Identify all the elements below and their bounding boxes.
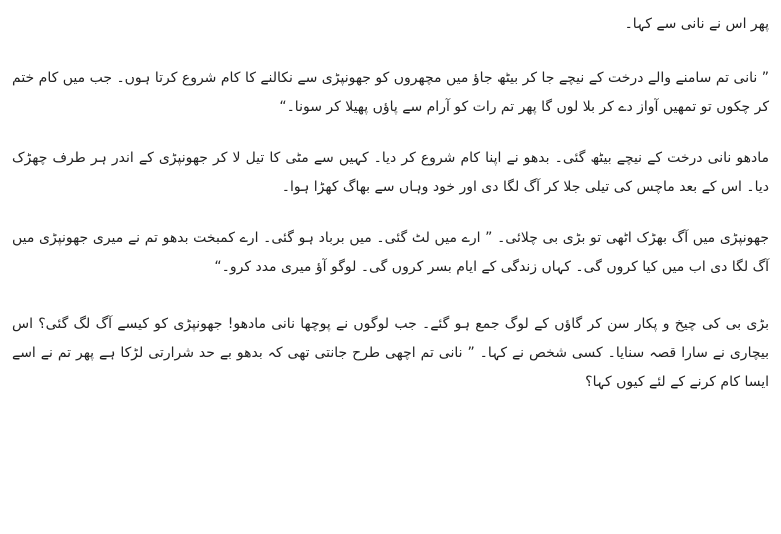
paragraph-1: پھر اس نے نانی سے کہا۔ [624,16,769,32]
paragraph-4: جھونپڑی میں آگ بھڑک اٹھی تو بڑی بی چلائی۔ ” ارے میں لٹ گئی۔ میں برباد ہو گئی۔ ارے کمبخت بدھو تم نے میری جھونپڑی میں آگ لگا دی اب میں کیا کروں گی۔ کہاں زندگی کے ایام بسر کروں گی۔ لوگو آؤ میری مدد کرو۔“ [12,230,769,275]
paragraph-3: مادھو نانی درخت کے نیچے بیٹھ گئی۔ بدھو نے اپنا کام شروع کر دیا۔ کہیں سے مٹی کا تیل لا کر جھونپڑی کے اندر ہر طرف چھڑک دیا۔ اس کے بعد ماچس کی تیلی جلا کر آگ لگا دی اور خود وہاں سے بھاگ کھڑا ہوا۔ [12,150,769,195]
paragraph-5: بڑی بی کی چیخ و پکار سن کر گاؤں کے لوگ جمع ہو گئے۔ جب لوگوں نے پوچھا نانی مادھو! جھونپڑی کو کیسے آگ لگ گئی؟ اس بیچاری نے سارا قصہ سنایا۔ کسی شخص نے کہا۔ ” نانی تم اچھی طرح جانتی تھی کہ بدھو بے حد شرارتی لڑکا ہے پھر تم نے اسے ایسا کام کرنے کے لئے کیوں کہا؟ [12,316,769,390]
paragraph-2: ” نانی تم سامنے والے درخت کے نیچے جا کر بیٹھ جاؤ میں مچھروں کو جھونپڑی سے نکالنے کا کام شروع کرتا ہوں۔ جب میں کام ختم کر چکوں تو تمھیں آواز دے کر بلا لوں گا پھر تم رات کو آرام سے پاؤں پھیلا کر سونا۔“ [12,70,769,115]
